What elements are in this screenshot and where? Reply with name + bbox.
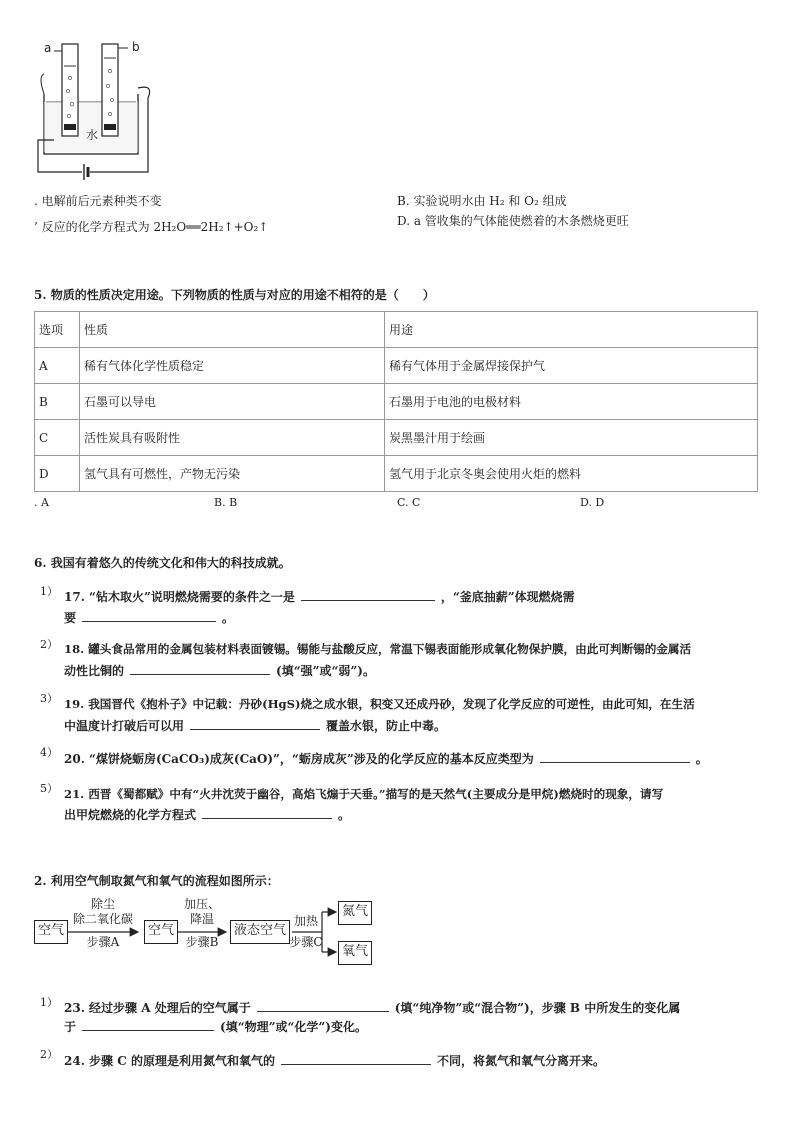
q15-choice-b[interactable]: B. B — [214, 496, 238, 509]
table-cell: 稀有气体化学性质稳定 — [80, 348, 385, 384]
step-a-label-top2: 除二氧化碳 — [72, 912, 133, 926]
item-number: 3） — [40, 692, 58, 705]
item-number: 2） — [40, 638, 58, 651]
item-number: 1） — [40, 585, 58, 598]
q14-option-d[interactable]: D. a 管收集的气体能使燃着的木条燃烧更旺 — [397, 214, 629, 228]
answer-blank[interactable] — [257, 999, 389, 1012]
q21-line2 — [64, 806, 350, 823]
label-a: a — [44, 41, 52, 55]
q23-line1 — [64, 999, 680, 1016]
label-water: 水 — [86, 128, 99, 142]
table-cell: 炭黑墨汁用于绘画 — [385, 420, 758, 456]
item-number: 4） — [40, 746, 58, 759]
table-header: 性质 — [80, 312, 385, 348]
table-cell: 氢气用于北京冬奥会使用火炬的燃料 — [385, 456, 758, 492]
table-cell: 活性炭具有吸附性 — [80, 420, 385, 456]
step-b-label: 步骤B — [185, 935, 219, 949]
answer-blank[interactable] — [301, 588, 435, 601]
question-text: 。 — [222, 611, 235, 625]
question-text: (填“纯净物”或“混合物”)，步骤 B 中所发生的变化属 — [394, 1001, 681, 1015]
step-b-label-top1: 加压、 — [183, 897, 220, 911]
question-text: 17. “钻木取火”说明燃烧需要的条件之一是 — [64, 590, 295, 604]
flow-box-air: 空气 — [34, 920, 68, 944]
q20-line1 — [64, 750, 708, 767]
q18-line2 — [64, 662, 375, 679]
question-text: 覆盖水银，防止中毒。 — [326, 719, 447, 733]
question-text: 动性比铜的 — [64, 664, 125, 678]
table-row — [35, 384, 758, 420]
item-number: 5） — [40, 782, 58, 795]
q17-line2 — [64, 609, 234, 626]
question-text: 20. “煤饼烧蛎房(CaCO₃)成灰(CaO)”，“蛎房成灰”涉及的化学反应的基本反应类型为 — [64, 752, 534, 766]
q18-line1 — [64, 641, 691, 657]
q22-stem: 2. 利用空气制取氮气和氧气的流程如图所示： — [34, 874, 279, 888]
q14-option-c[interactable]: ’ 反应的化学方程式为 2H₂O══2H₂↑+O₂↑ — [34, 220, 269, 234]
table-row — [35, 456, 758, 492]
question-text: (填“物理”或“化学”)变化。 — [220, 1020, 367, 1034]
table-cell: 石墨用于电池的电极材料 — [385, 384, 758, 420]
table-cell: 氢气具有可燃性，产物无污染 — [80, 456, 385, 492]
flow-box-nitrogen: 氮气 — [338, 901, 372, 925]
question-text: 21. 西晋《蜀都赋》中有“火井沈荧于幽谷，高焰飞煽于天垂。”描写的是天然气(主要成分是甲烷)燃烧时的现象，请写 — [64, 787, 664, 801]
table-row — [35, 348, 758, 384]
table-row — [35, 420, 758, 456]
answer-blank[interactable] — [82, 609, 216, 622]
property-table — [34, 311, 758, 492]
table-cell: 稀有气体用于金属焊接保护气 — [385, 348, 758, 384]
q14-option-b[interactable]: B. 实验说明水由 H₂ 和 O₂ 组成 — [397, 194, 567, 208]
question-text: 19. 我国晋代《抱朴子》中记载：丹砂(HgS)烧之成水银，积变又还成丹砂，发现了化学反应的可逆性，由此可知，在生活 — [64, 697, 695, 711]
q19-line2 — [64, 717, 446, 734]
question-text: 中温度计打破后可以用 — [64, 719, 185, 733]
electrolysis-diagram — [30, 36, 160, 186]
flow-box-liquid-air: 液态空气 — [230, 920, 290, 944]
table-cell: A — [35, 348, 80, 384]
question-text: 不同，将氮气和氧气分离开来。 — [436, 1054, 605, 1068]
question-text: 23. 经过步骤 A 处理后的空气属于 — [64, 1001, 251, 1015]
flow-box-oxygen: 氧气 — [338, 941, 372, 965]
question-text: 出甲烷燃烧的化学方程式 — [64, 808, 197, 822]
answer-blank[interactable] — [82, 1018, 214, 1031]
question-text: 。 — [695, 752, 708, 766]
step-c-label-top: 加热 — [293, 914, 318, 928]
answer-blank[interactable] — [281, 1052, 431, 1065]
table-cell: D — [35, 456, 80, 492]
step-c-label: 步骤C — [289, 935, 323, 949]
table-header: 用途 — [385, 312, 758, 348]
table-cell: B — [35, 384, 80, 420]
question-text: 24. 步骤 C 的原理是利用氮气和氧气的 — [64, 1054, 275, 1068]
answer-blank[interactable] — [190, 717, 320, 730]
answer-blank[interactable] — [202, 806, 332, 819]
step-a-label-top1: 除尘 — [90, 897, 115, 911]
q15-choice-d[interactable]: D. D — [580, 496, 605, 509]
question-text: 18. 罐头食品常用的金属包装材料表面镀锡。锡能与盐酸反应，常温下锡表面能形成氧化物保护膜，由此可判断锡的金属活 — [64, 642, 692, 656]
q23-line2 — [64, 1018, 367, 1035]
flow-box-air-2: 空气 — [144, 920, 178, 944]
answer-blank[interactable] — [130, 662, 270, 675]
table-header-row — [35, 312, 758, 348]
step-b-label-top2: 降温 — [189, 912, 214, 926]
question-text: ，“釜底抽薪”体现燃烧需 — [440, 590, 575, 604]
item-number: 1） — [40, 996, 58, 1009]
q14-option-a[interactable]: . 电解前后元素种类不变 — [34, 194, 162, 208]
step-a-label: 步骤A — [86, 935, 120, 949]
q17-line1 — [64, 588, 575, 605]
item-number: 2） — [40, 1048, 58, 1061]
q15-choice-c[interactable]: C. C — [397, 496, 421, 509]
q24-line1 — [64, 1052, 605, 1069]
q15-stem: 5. 物质的性质决定用途。下列物质的性质与对应的用途不相符的是（ ） — [34, 288, 435, 302]
question-text: 。 — [338, 808, 351, 822]
q15-choice-a[interactable]: . A — [34, 496, 49, 509]
table-cell: C — [35, 420, 80, 456]
label-b: b — [132, 40, 140, 54]
table-header: 选项 — [35, 312, 80, 348]
answer-blank[interactable] — [540, 750, 690, 763]
q19-line1 — [64, 696, 695, 712]
table-cell: 石墨可以导电 — [80, 384, 385, 420]
question-text: 于 — [64, 1020, 77, 1034]
q16-stem: 6. 我国有着悠久的传统文化和伟大的科技成就。 — [34, 556, 291, 570]
q21-line1 — [64, 786, 663, 802]
question-text: (填“强”或“弱”)。 — [276, 664, 375, 678]
question-text: 要 — [64, 611, 77, 625]
